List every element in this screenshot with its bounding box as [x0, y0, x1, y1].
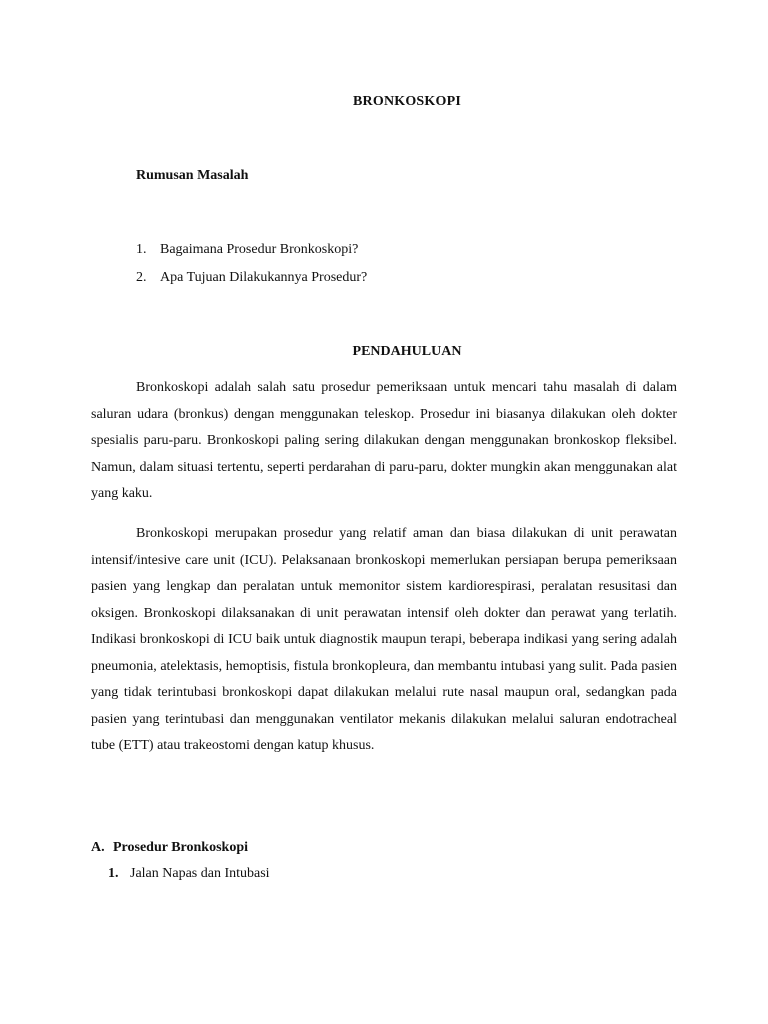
- question-number: 1.: [136, 242, 147, 257]
- problem-heading: Rumusan Masalah: [136, 168, 249, 183]
- question-item: [136, 240, 367, 268]
- intro-heading: PENDAHULUAN: [352, 344, 462, 359]
- section-item-number: 1.: [108, 866, 119, 881]
- document-title: BRONKOSKOPI: [353, 94, 461, 109]
- section-item-text: Jalan Napas dan Intubasi: [130, 866, 270, 881]
- question-list: [136, 240, 367, 296]
- intro-paragraph: Bronkoskopi merupakan prosedur yang relatif aman dan biasa dilakukan di unit perawatan intensif/intesive care unit (ICU). Pelaksanaan bronkoskopi memerlukan persiapan berupa pemeriksaan pasien yang lengkap dan peralatan untuk memonitor sistem kardiorespirasi, peralatan resusitasi dan oksigen. Bronkoskopi dilaksanakan di unit perawatan intensif oleh dokter dan perawat yang terlatih. Indikasi bronkoskopi di ICU baik untuk diagnostik maupun terapi, beberapa indikasi yang sering adalah pneumonia, atelektasis, hemoptisis, fistula bronkopleura, dan membantu intubasi yang sulit. Pada pasien yang tidak terintubasi bronkoskopi dapat dilakukan melalui rute nasal maupun oral, sedangkan pada pasien yang terintubasi dan menggunakan ventilator mekanis dilakukan melalui saluran endotracheal tube (ETT) atau trakeostomi dengan katup khusus.: [91, 526, 677, 753]
- section-heading: [91, 840, 248, 856]
- question-text: Apa Tujuan Dilakukannya Prosedur?: [160, 270, 368, 285]
- section-list-item: [108, 866, 270, 882]
- question-item: [136, 268, 367, 296]
- question-number: 2.: [136, 270, 147, 285]
- section-title: Prosedur Bronkoskopi: [113, 840, 248, 855]
- section-letter: A.: [91, 840, 105, 855]
- question-text: Bagaimana Prosedur Bronkoskopi?: [160, 242, 359, 257]
- intro-paragraph: Bronkoskopi adalah salah satu prosedur pemeriksaan untuk mencari tahu masalah di dalam saluran udara (bronkus) dengan menggunakan teleskop. Prosedur ini biasanya dilakukan oleh dokter spesialis paru-paru. Bronkoskopi paling sering dilakukan dengan menggunakan bronkoskop fleksibel. Namun, dalam situasi tertentu, seperti perdarahan di paru-paru, dokter mungkin akan menggunakan alat yang kaku.: [91, 380, 677, 501]
